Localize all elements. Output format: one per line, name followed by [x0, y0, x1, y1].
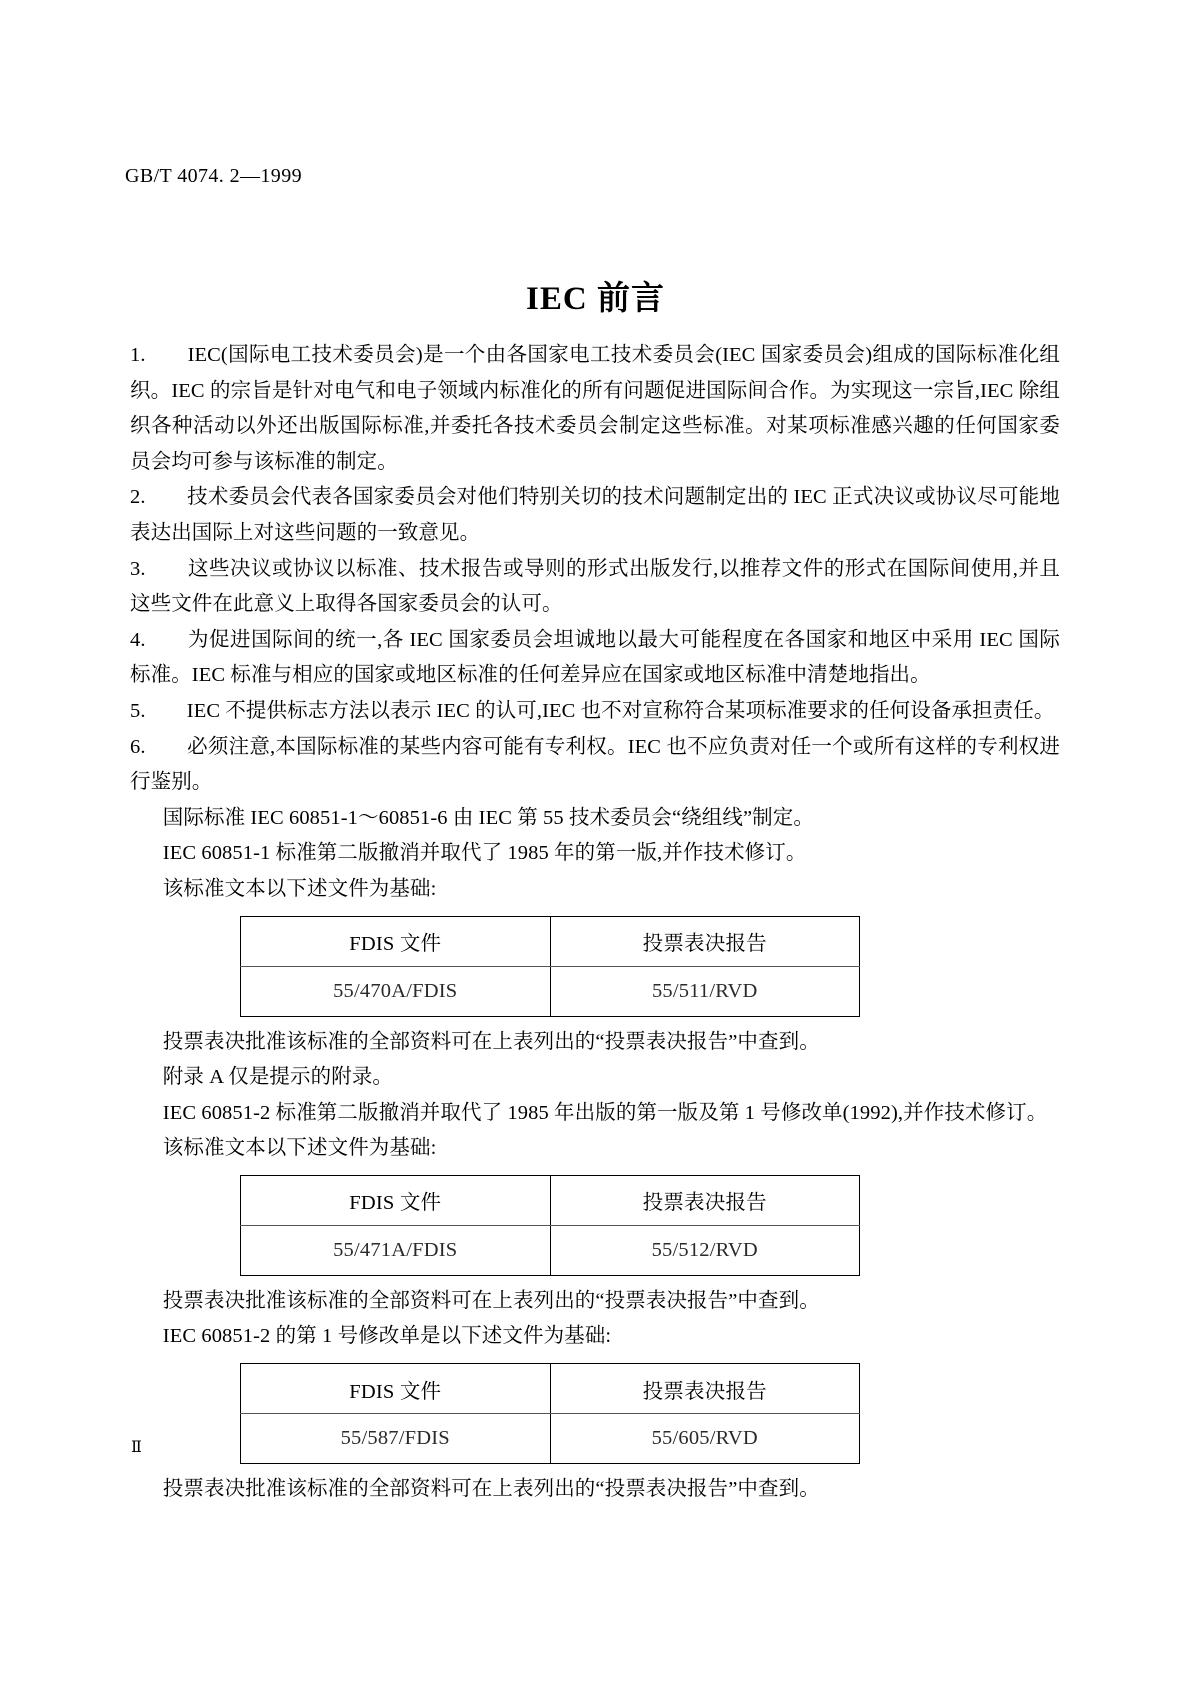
table-1-cell-vote: 55/511/RVD	[550, 966, 860, 1016]
basis-intro-1: 该标准文本以下述文件为基础:	[162, 877, 437, 900]
fdis-table-2	[240, 1175, 860, 1276]
table-2-cell-fdis: 55/471A/FDIS	[241, 1225, 551, 1275]
fdis-table-1	[240, 916, 860, 1017]
fdis-table-3	[240, 1363, 860, 1464]
part1-revision-statement: IEC 60851-1 标准第二版撤消并取代了 1985 年的第一版,并作技术修订。	[162, 842, 807, 865]
table-row	[241, 1225, 860, 1275]
page-title: IEC 前言	[526, 281, 665, 317]
paragraph-4: 4. 为促进国际间的统一,各 IEC 国家委员会坦诚地以最大可能程度在各国家和地区中采用 IEC 国际标准。IEC 标准与相应的国家或地区标准的任何差异应在国家或地区标准中清楚地指出。	[130, 628, 1060, 687]
vote-note-1: 投票表决批准该标准的全部资料可在上表列出的“投票表决报告”中查到。	[162, 1030, 820, 1053]
scope-statement: 国际标准 IEC 60851-1～60851-6 由 IEC 第 55 技术委员会“绕组线”制定。	[162, 806, 814, 829]
table-3-cell-vote: 55/605/RVD	[550, 1414, 860, 1464]
table-2-header-fdis: FDIS 文件	[241, 1175, 551, 1225]
table-header-row	[241, 1175, 860, 1225]
vote-note-2: 投票表决批准该标准的全部资料可在上表列出的“投票表决报告”中查到。	[162, 1289, 820, 1312]
table-1-cell-fdis: 55/470A/FDIS	[241, 966, 551, 1016]
paragraph-1: 1. IEC(国际电工技术委员会)是一个由各国家电工技术委员会(IEC 国家委员会)组成的国际标准化组织。IEC 的宗旨是针对电气和电子领域内标准化的所有问题促进国际间合作。为实现这一宗旨,IEC 除组织各种活动以外还出版国际标准,并委托各技术委员会制定这些标准。对某项标准感兴趣的任何国家委员会均可参与该标准的制定。	[130, 344, 1060, 473]
table-2-wrapper	[130, 1175, 1060, 1276]
vote-note-3: 投票表决批准该标准的全部资料可在上表列出的“投票表决报告”中查到。	[162, 1478, 820, 1501]
document-body	[130, 338, 1060, 1508]
table-3-wrapper	[130, 1363, 1060, 1464]
table-1-wrapper	[130, 916, 1060, 1017]
paragraph-5: 5. IEC 不提供标志方法以表示 IEC 的认可,IEC 也不对宣称符合某项标准要求的任何设备承担责任。	[130, 699, 1055, 722]
standard-number-text: GB/T 4074. 2—1999	[125, 165, 302, 187]
annex-note: 附录 A 仅是提示的附录。	[162, 1066, 394, 1089]
table-row	[241, 966, 860, 1016]
paragraph-6: 6. 必须注意,本国际标准的某些内容可能有专利权。IEC 也不应负责对任一个或所有这样的专利权进行鉴别。	[130, 735, 1060, 794]
part2-revision-statement: IEC 60851-2 标准第二版撤消并取代了 1985 年出版的第一版及第 1 号修改单(1992),并作技术修订。	[162, 1101, 1048, 1124]
amendment-intro: IEC 60851-2 的第 1 号修改单是以下述文件为基础:	[162, 1325, 612, 1348]
table-3-header-vote: 投票表决报告	[550, 1364, 860, 1414]
table-header-row	[241, 916, 860, 966]
basis-intro-2: 该标准文本以下述文件为基础:	[162, 1137, 437, 1160]
table-row	[241, 1414, 860, 1464]
standard-number-header	[125, 165, 302, 188]
page-number-folio: Ⅱ	[131, 1439, 142, 1456]
table-1-header-vote: 投票表决报告	[550, 916, 860, 966]
table-3-cell-fdis: 55/587/FDIS	[241, 1414, 551, 1464]
paragraph-2: 2. 技术委员会代表各国家委员会对他们特别关切的技术问题制定出的 IEC 正式决议或协议尽可能地表达出国际上对这些问题的一致意见。	[130, 486, 1060, 544]
table-2-header-vote: 投票表决报告	[550, 1175, 860, 1225]
paragraph-3: 3. 这些决议或协议以标准、技术报告或导则的形式出版发行,以推荐文件的形式在国际间使用,并且这些文件在此意义上取得各国家委员会的认可。	[130, 557, 1060, 616]
table-3-header-fdis: FDIS 文件	[241, 1364, 551, 1414]
table-header-row	[241, 1364, 860, 1414]
table-2-cell-vote: 55/512/RVD	[550, 1225, 860, 1275]
table-1-header-fdis: FDIS 文件	[241, 916, 551, 966]
